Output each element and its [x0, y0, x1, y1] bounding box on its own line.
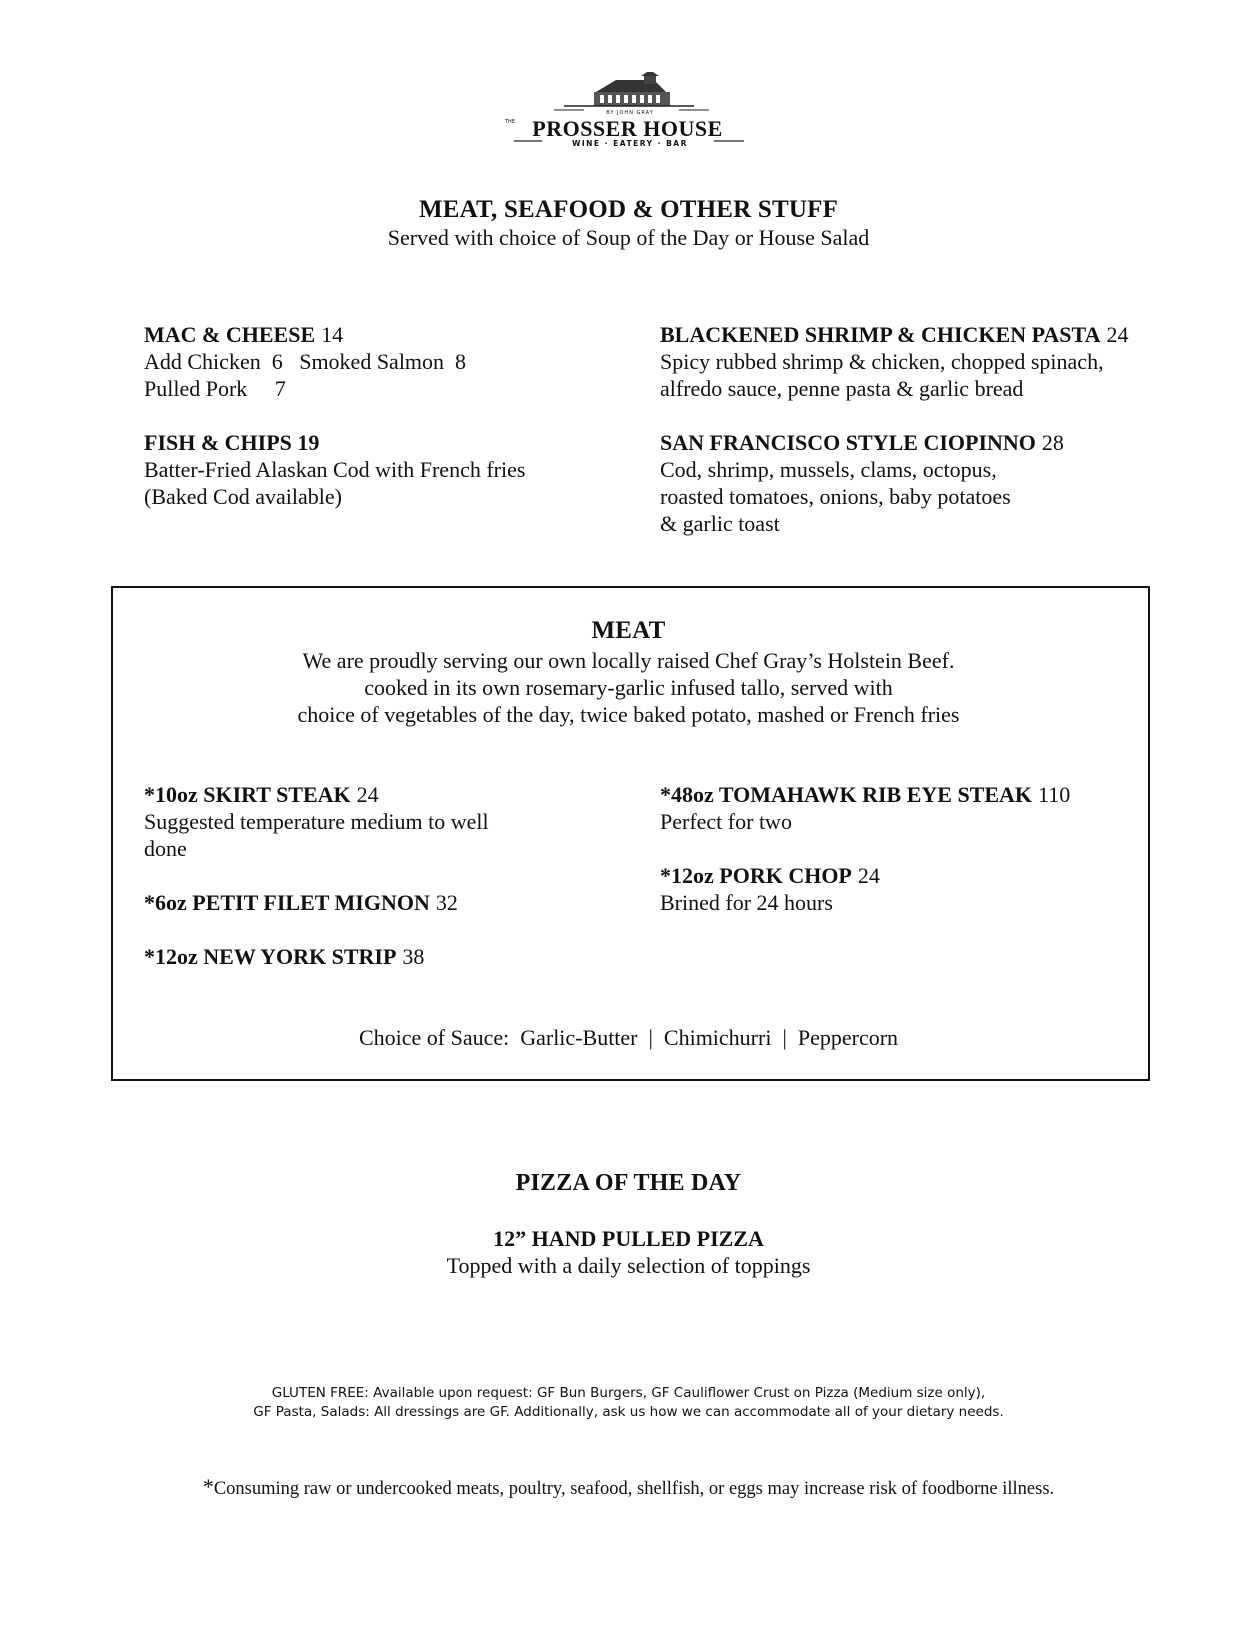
footnote-text: Consuming raw or undercooked meats, poultry, seafood, shellfish, or eggs may increase risk of foodborne illness. [213, 1479, 1055, 1499]
logo-the: THE [505, 119, 515, 125]
item-line: Suggested temperature medium to well [144, 809, 489, 834]
item-name: *12oz PORK CHOP [660, 863, 852, 888]
item-line: & garlic toast [660, 511, 780, 536]
item-line: Pulled Pork 7 [144, 376, 286, 401]
item-line: Batter-Fried Alaskan Cod with French fries [144, 457, 526, 482]
meat-section-description [0, 647, 1257, 728]
item-title [144, 890, 574, 916]
menu-item [660, 782, 1180, 835]
menu-item [660, 322, 1180, 402]
menu-item [144, 322, 574, 402]
menu-item [144, 890, 574, 916]
item-name: SAN FRANCISCO STYLE CIOPINNO [660, 430, 1036, 455]
pizza-section-title: PIZZA OF THE DAY [515, 1170, 742, 1196]
item-price: 38 [402, 944, 425, 969]
pizza-item-name: 12” HAND PULLED PIZZA [493, 1226, 764, 1251]
item-line: Add Chicken 6 Smoked Salmon 8 [144, 349, 467, 374]
item-title [144, 944, 574, 970]
main-section-title: MEAT, SEAFOOD & OTHER STUFF [418, 196, 839, 223]
item-name: *10oz SKIRT STEAK [144, 782, 351, 807]
item-title [144, 782, 574, 808]
item-title [660, 322, 1180, 348]
gluten-free-note [0, 1384, 1257, 1422]
item-price: 28 [1041, 430, 1064, 455]
item-line: Brined for 24 hours [660, 890, 833, 915]
menu-item [660, 430, 1180, 537]
item-name: FISH & CHIPS 19 [144, 430, 320, 455]
item-price: 24 [857, 863, 880, 888]
item-name: BLACKENED SHRIMP & CHICKEN PASTA [660, 322, 1101, 347]
item-price: 24 [356, 782, 379, 807]
item-title [660, 430, 1180, 456]
item-line: Cod, shrimp, mussels, clams, octopus, [660, 457, 997, 482]
logo-name: PROSSER HOUSE [532, 116, 723, 141]
note-line: GLUTEN FREE: Available upon request: GF Bun Burgers, GF Cauliflower Crust on Pizza (Medium size only), [271, 1385, 986, 1401]
description-line: cooked in its own rosemary-garlic infused tallo, served with [364, 675, 893, 700]
item-price: 32 [435, 890, 458, 915]
item-price: 24 [1106, 322, 1129, 347]
logo-tagline: WINE · EATERY · BAR [572, 139, 688, 148]
item-line: roasted tomatoes, onions, baby potatoes [660, 484, 1011, 509]
meat-section-title: MEAT [591, 617, 666, 644]
item-name: MAC & CHEESE [144, 322, 316, 347]
item-line: Spicy rubbed shrimp & chicken, chopped spinach, [660, 349, 1104, 374]
item-line: alfredo sauce, penne pasta & garlic bread [660, 376, 1024, 401]
menu-item [144, 782, 574, 862]
main-section-subtitle: Served with choice of Soup of the Day or House Salad [387, 225, 870, 250]
menu-item [144, 430, 624, 510]
description-line: We are proudly serving our own locally raised Chef Gray’s Holstein Beef. [302, 648, 955, 673]
item-title [660, 863, 1180, 889]
item-line: Perfect for two [660, 809, 792, 834]
pizza-item-description: Topped with a daily selection of toppings [446, 1253, 811, 1278]
foodborne-illness-footnote [0, 1474, 1257, 1500]
note-line: GF Pasta, Salads: All dressings are GF. Additionally, ask us how we can accommodate all of your dietary needs. [253, 1404, 1004, 1420]
menu-item [660, 863, 1180, 916]
item-name: *12oz NEW YORK STRIP [144, 944, 397, 969]
item-name: *48oz TOMAHAWK RIB EYE STEAK [660, 782, 1033, 807]
item-line: done [144, 836, 187, 861]
logo-by-line: BY JOHN GRAY [606, 110, 654, 116]
item-price: 14 [321, 322, 344, 347]
item-title [144, 430, 624, 456]
item-name: *6oz PETIT FILET MIGNON [144, 890, 430, 915]
description-line: choice of vegetables of the day, twice baked potato, mashed or French fries [297, 702, 960, 727]
sauce-choices: Choice of Sauce: Garlic-Butter | Chimichurri | Peppercorn [358, 1025, 899, 1050]
menu-item [144, 944, 574, 970]
item-title [144, 322, 574, 348]
item-title [660, 782, 1180, 808]
item-line: (Baked Cod available) [144, 484, 342, 509]
item-price: 110 [1038, 782, 1071, 807]
asterisk: * [202, 1474, 214, 1499]
